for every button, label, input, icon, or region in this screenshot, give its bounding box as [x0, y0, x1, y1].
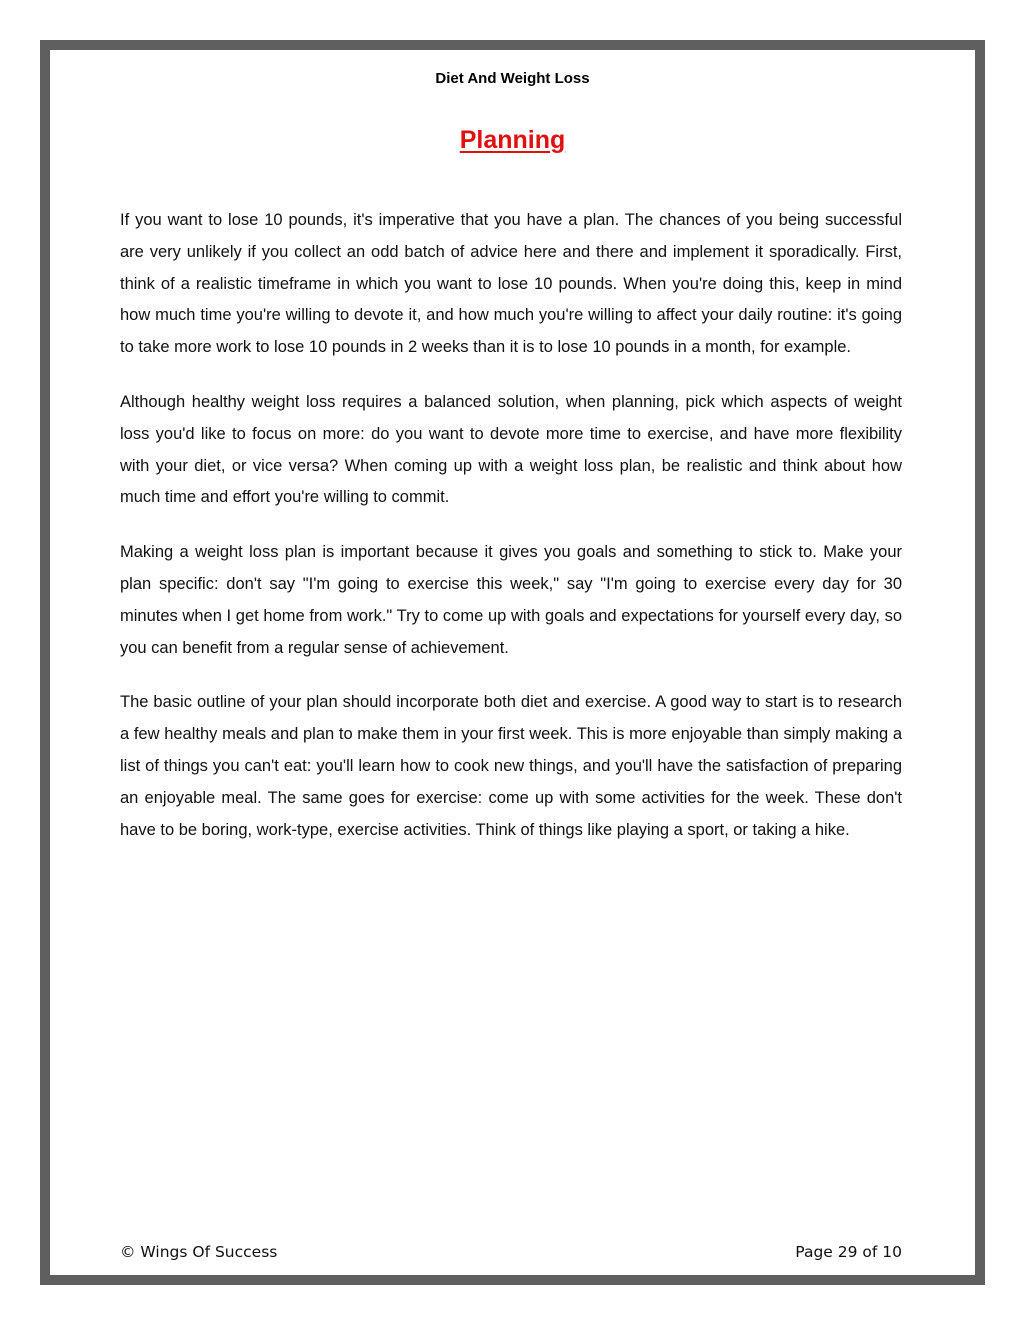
page-frame: [40, 40, 985, 1285]
paragraph-3: Making a weight loss plan is important because it gives you goals and something to stick to. Make your plan specific: don't say "I'm going to exercise this week," say "I'm going to exercise every day for 30 minutes when I get home from work." Try to come up with goals and expectations for yourself every day, so you can benefit from a regular sense of achievement.: [120, 543, 902, 657]
paragraph-4: The basic outline of your plan should incorporate both diet and exercise. A good way to start is to research a few healthy meals and plan to make them in your first week. This is more enjoyable than simply making a list of things you can't eat: you'll learn how to cook new things, and you'll have the satisfaction of preparing an enjoyable meal. The same goes for exercise: come up with some activities for the week. These don't have to be boring, work-type, exercise activities. Think of things like playing a sport, or taking a hike.: [120, 693, 902, 839]
body-content: [120, 205, 902, 869]
paragraph-2: Although healthy weight loss requires a balanced solution, when planning, pick which aspects of weight loss you'd like to focus on more: do you want to devote more time to exercise, and have more flexibility with your diet, or vice versa? When coming up with a weight loss plan, be realistic and think about how much time and effort you're willing to commit.: [120, 392, 902, 507]
page-number: Page 29 of 10: [795, 1243, 902, 1261]
paragraph-1: If you want to lose 10 pounds, it's imperative that you have a plan. The chances of you being successful are very unlikely if you collect an odd batch of advice here and there and implement it sporadically. First, think of a realistic timeframe in which you want to lose 10 pounds. When you're doing this, keep in mind how much time you're willing to devote it, and how much you're willing to affect your daily routine: it's going to take more work to lose 10 pounds in 2 weeks than it is to lose 10 pounds in a month, for example.: [120, 211, 902, 357]
page-header: Diet And Weight Loss: [435, 70, 590, 87]
page-title: Planning: [459, 126, 566, 154]
copyright-text: © Wings Of Success: [120, 1243, 278, 1261]
